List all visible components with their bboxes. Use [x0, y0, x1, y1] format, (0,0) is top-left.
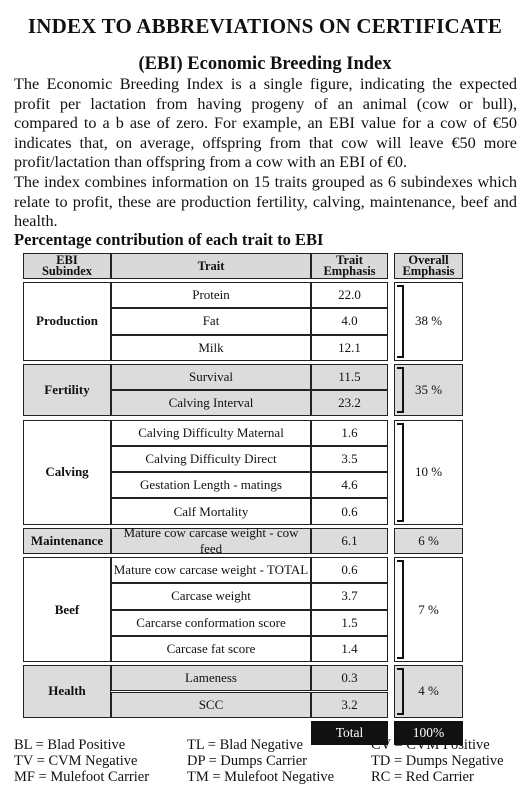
group-bracket: [397, 367, 404, 414]
emphasis-cell: 22.0: [311, 282, 388, 308]
overall-cell-maintenance: 6 %: [394, 528, 463, 554]
emphasis-cell: 4.6: [311, 472, 388, 498]
legend-entry: DP = Dumps Carrier: [187, 753, 308, 769]
intro-text: [14, 75, 517, 232]
subindex-health: Health: [23, 665, 111, 718]
emphasis-cell: 0.3: [311, 665, 388, 691]
emphasis-cell: 3.5: [311, 446, 388, 472]
header-trait: Trait: [111, 253, 311, 279]
table-heading: Percentage contribution of each trait to EBI: [14, 230, 324, 249]
trait-cell: Calf Mortality: [111, 498, 311, 524]
legend-entry: TD = Dumps Negative: [371, 753, 504, 769]
trait-cell: Gestation Length - matings: [111, 472, 311, 498]
header-overall-line-1: Overall: [408, 253, 449, 267]
section-subtitle: (EBI) Economic Breeding Index: [138, 54, 392, 74]
emphasis-cell: 1.6: [311, 420, 388, 446]
legend-row: [14, 769, 524, 785]
trait-cell: Milk: [111, 335, 311, 361]
trait-cell: Mature cow carcase weight - TOTAL: [111, 557, 311, 583]
header-subindex-line-2: Subindex: [41, 264, 93, 278]
emphasis-cell: 0.6: [311, 498, 388, 524]
header-subindex: [23, 253, 111, 279]
trait-cell: Mature cow carcase weight - cow feed: [111, 528, 311, 554]
subindex-production: Production: [23, 282, 111, 361]
legend-entry: TM = Mulefoot Negative: [187, 769, 335, 785]
header-overall-line-2: Emphasis: [402, 264, 455, 278]
legend-entry: TV = CVM Negative: [14, 753, 138, 769]
overall-cell-fertility: 35 %: [394, 364, 463, 417]
trait-cell: Calving Interval: [111, 390, 311, 416]
total-label: Total: [311, 721, 388, 745]
group-bracket: [397, 560, 404, 659]
emphasis-cell: 1.5: [311, 610, 388, 636]
trait-cell: Lameness: [111, 665, 311, 691]
header-emphasis-line-2: Emphasis: [323, 264, 376, 278]
group-bracket: [397, 423, 404, 522]
trait-cell: SCC: [111, 692, 311, 718]
legend-entry: CV = CVM Positive: [371, 737, 490, 753]
subindex-maintenance: Maintenance: [23, 528, 111, 554]
group-bracket: [397, 668, 404, 715]
trait-cell: Calving Difficulty Maternal: [111, 420, 311, 446]
header-overall: [394, 253, 463, 279]
subindex-calving: Calving: [23, 420, 111, 525]
trait-cell: Fat: [111, 308, 311, 334]
trait-cell: Carcase weight: [111, 583, 311, 609]
emphasis-cell: 11.5: [311, 364, 388, 390]
legend-row: [14, 753, 524, 769]
total-value: 100%: [394, 721, 463, 745]
trait-cell: Calving Difficulty Direct: [111, 446, 311, 472]
header-subindex-line-1: EBI: [56, 253, 78, 267]
emphasis-cell: 1.4: [311, 636, 388, 662]
overall-cell-production: 38 %: [394, 282, 463, 361]
intro-paragraph-1: The Economic Breeding Index is a single figure, indicating the expected profit per lactation from having progeny of an animal (cow or bull), compared to a b ase of zero. For example, an EBI value for a cow of €50 indicates that, on average, offspring from that cow will leave €50 more profit/lactation than offspring from a cow with an EBI of €0.: [14, 75, 517, 172]
emphasis-cell: 4.0: [311, 308, 388, 334]
page-title: INDEX TO ABBREVIATIONS ON CERTIFICATE: [27, 14, 503, 38]
overall-cell-beef: 7 %: [394, 557, 463, 662]
header-emphasis: [311, 253, 388, 279]
emphasis-cell: 12.1: [311, 335, 388, 361]
emphasis-cell: 23.2: [311, 390, 388, 416]
overall-cell-health: 4 %: [394, 665, 463, 718]
trait-cell: Protein: [111, 282, 311, 308]
trait-cell: Carcase fat score: [111, 636, 311, 662]
subindex-fertility: Fertility: [23, 364, 111, 417]
legend-row: [14, 737, 524, 753]
legend-entry: BL = Blad Positive: [14, 737, 126, 753]
legend-entry: MF = Mulefoot Carrier: [14, 769, 150, 785]
group-bracket: [397, 285, 404, 358]
header-emphasis-line-1: Trait: [336, 253, 363, 267]
ebi-contribution-table: [23, 253, 463, 740]
abbreviation-legend: [14, 737, 524, 785]
emphasis-cell: 3.7: [311, 583, 388, 609]
intro-paragraph-2: The index combines information on 15 traits grouped as 6 subindexes which relate to profit, these are production fertility, calving, maintenance, beef and health.: [14, 172, 517, 231]
legend-entry: TL = Blad Negative: [187, 737, 303, 753]
emphasis-cell: 0.6: [311, 557, 388, 583]
emphasis-cell: 3.2: [311, 692, 388, 718]
trait-cell: Carcarse conformation score: [111, 610, 311, 636]
trait-cell: Survival: [111, 364, 311, 390]
legend-entry: RC = Red Carrier: [371, 769, 474, 785]
emphasis-cell: 6.1: [311, 528, 388, 554]
overall-cell-calving: 10 %: [394, 420, 463, 525]
subindex-beef: Beef: [23, 557, 111, 662]
